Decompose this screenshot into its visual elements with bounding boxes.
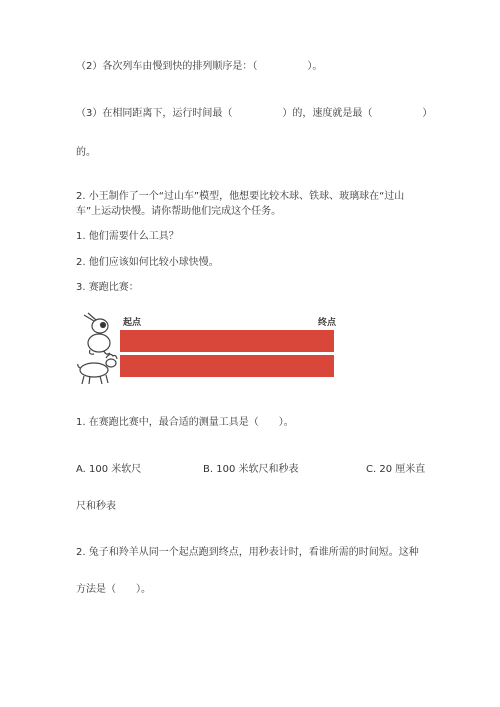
race-track-top bbox=[120, 330, 334, 352]
race-question-2-line-2: 方法是（ ）。 bbox=[76, 584, 151, 595]
race-question-1: 1. 在赛跑比赛中，最合适的测量工具是（ ）。 bbox=[76, 417, 294, 428]
sub-question-1: 1. 他们需要什么工具？ bbox=[76, 231, 179, 242]
sub-question-2: 2. 他们应该如何比较小球快慢。 bbox=[76, 257, 219, 268]
question-3-line-1: （3）在相同距离下，运行时间最（ ）的，速度就是最（ ） bbox=[76, 108, 433, 119]
start-label: 起点 bbox=[123, 318, 142, 328]
sub-question-3: 3. 赛跑比赛： bbox=[76, 282, 139, 293]
goat-icon bbox=[76, 352, 120, 386]
choice-c[interactable]: C. 20 厘米直 bbox=[366, 464, 426, 475]
finish-label: 终点 bbox=[318, 318, 337, 328]
problem-2-line-2: 车”上运动快慢。请你帮助他们完成这个任务。 bbox=[76, 206, 282, 217]
choice-a[interactable]: A. 100 米软尺 bbox=[76, 464, 142, 475]
rabbit-icon bbox=[82, 312, 120, 356]
race-question-2-line-1: 2. 兔子和羚羊从同一个起点跑到终点，用秒表计时，看谁所需的时间短。这种 bbox=[76, 547, 419, 558]
question-3-line-2: 的。 bbox=[76, 147, 96, 158]
choice-b[interactable]: B. 100 米软尺和秒表 bbox=[203, 464, 299, 475]
problem-2-line-1: 2. 小王制作了一个“过山车”模型，他想要比较木球、铁球、玻璃球在“过山 bbox=[76, 191, 405, 202]
question-2-order: （2）各次列车由慢到快的排列顺序是：（ ）。 bbox=[76, 61, 323, 72]
choice-c-continued: 尺和秒表 bbox=[76, 501, 116, 512]
race-track-bottom bbox=[120, 355, 334, 377]
